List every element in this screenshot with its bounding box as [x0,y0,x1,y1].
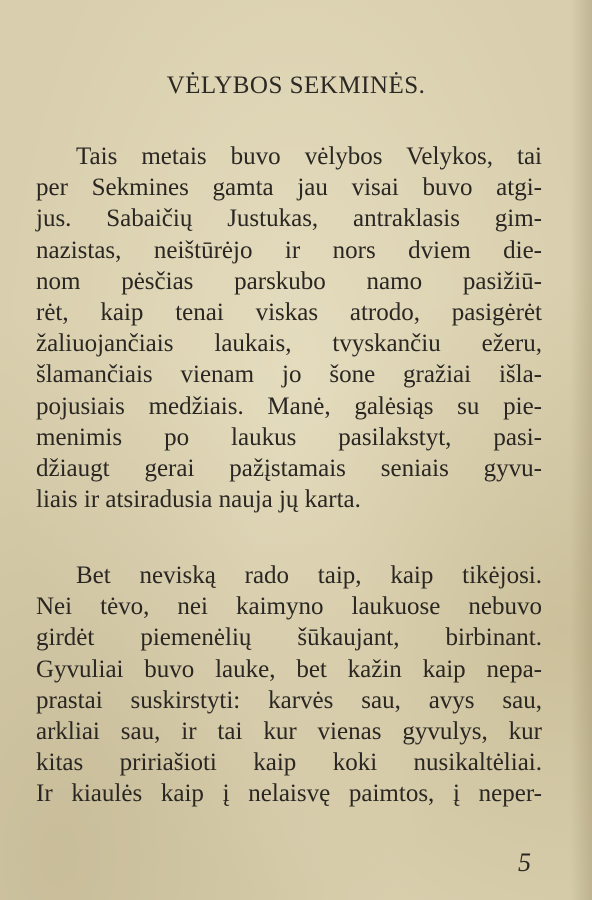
chapter-heading: VĖLYBOS SEKMINĖS. [166,72,426,99]
page-number: 5 [518,848,531,877]
text-line: šlamančiais vienam jo šone gražiai išla- [36,361,542,389]
text-line: nazistas, neištūrėjo ir nors dviem die- [36,236,542,264]
paragraph-2 [36,560,542,810]
text-line: Ir kiaulės kaip į nelaisvę paimtos, į neper- [36,780,542,808]
text-line: per Sekmines gamta jau visai buvo atgi- [36,174,542,202]
text-line: jus. Sabaičių Justukas, antraklasis gim- [36,205,542,233]
text-line: menimis po laukus pasilakstyt, pasi- [36,423,542,451]
text-line: liais ir atsiradusia nauja jų karta. [36,486,361,514]
text-line: arkliai sau, ir tai kur vienas gyvulys, kur [36,718,542,746]
text-line: prastai suskirstyti: karvės sau, avys sau, [36,686,542,714]
text-line: Nei tėvo, nei kaimyno laukuose nebuvo [36,593,542,621]
text-line: Gyvuliai buvo lauke, bet kažin kaip nepa- [36,655,542,683]
page-edge-shadow [570,0,592,900]
text-line: žaliuojančiais laukais, tvyskančiu ežeru, [36,330,542,358]
text-line: girdėt piemenėlių šūkaujant, birbinant. [36,624,542,652]
text-line: rėt, kaip tenai viskas atrodo, pasigėrėt [36,299,542,327]
text-line: džiaugt gerai pažįstamais seniais gyvu- [36,455,542,483]
text-line: nom pėsčias parskubo namo pasižiū- [36,267,542,295]
text-line: Tais metais buvo vėlybos Velykos, tai [76,143,542,170]
text-line: kitas pririašioti kaip koki nusikaltėliai. [36,749,542,777]
paragraph-1 [36,141,542,515]
text-line: pojusiais medžiais. Manė, galėsiąs su pie- [36,392,542,420]
text-line: Bet neviską rado taip, kaip tikėjosi. [76,562,542,589]
